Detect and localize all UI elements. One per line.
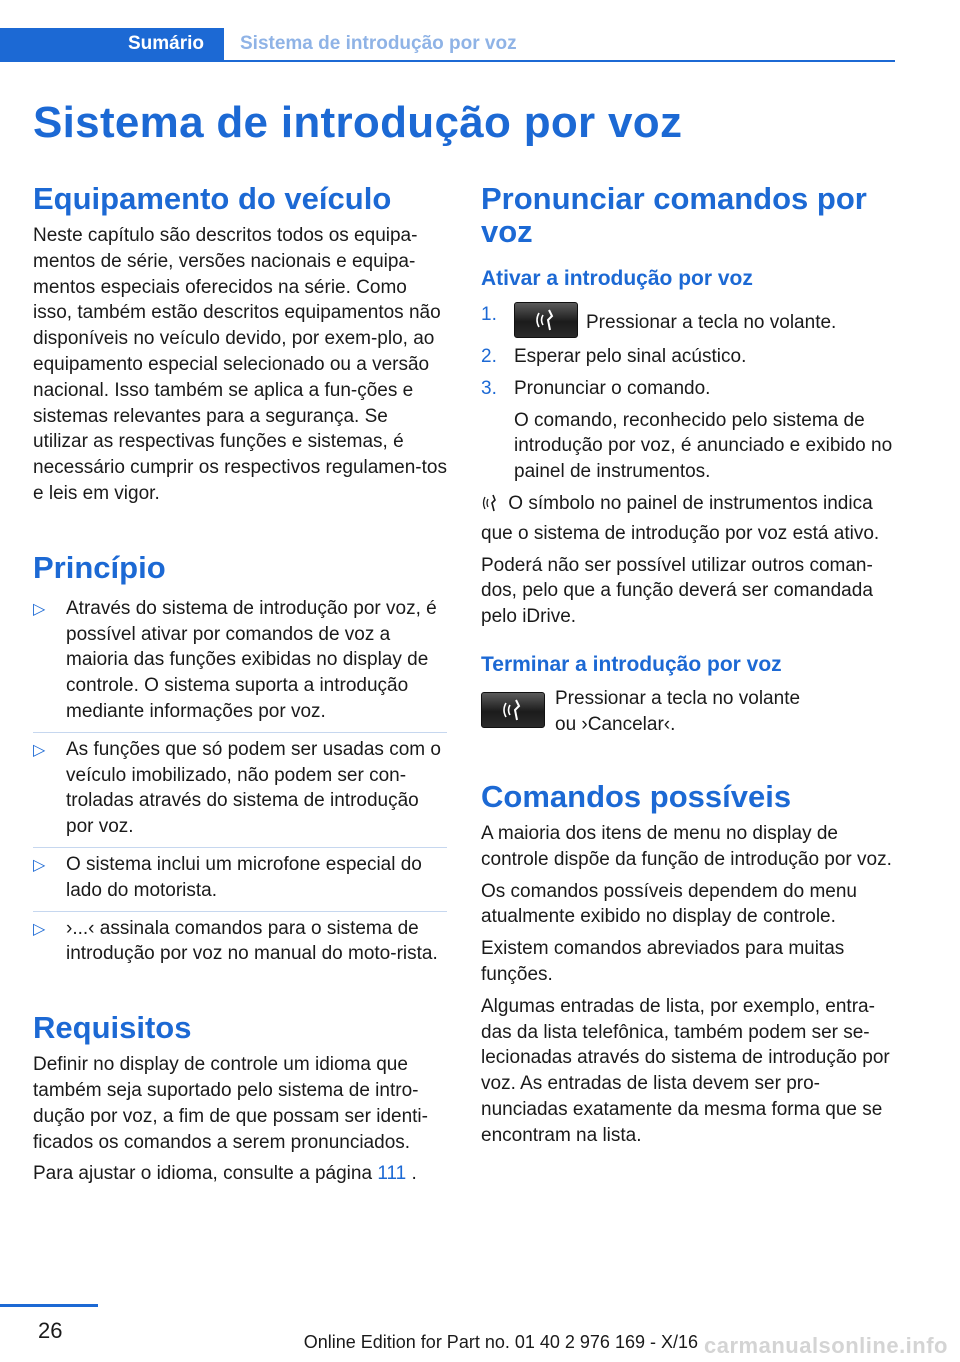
left-column <box>33 182 447 1187</box>
comandos-text-2: Os comandos possíveis dependem do menu atualmente exibido no display de controle. <box>481 880 857 928</box>
terminar-line-1: Pressionar a tecla no volante <box>555 687 801 709</box>
right-column <box>481 182 896 1149</box>
principio-list <box>33 596 447 967</box>
header-rule <box>0 60 895 62</box>
list-item <box>33 916 447 968</box>
page-ref-end: . <box>411 1163 417 1185</box>
step-number: 2. <box>481 346 497 367</box>
list-item-text: As funções que só podem ser usadas com o veículo imobilizado, não podem ser con-troladas através do sistema de introdução por voz. <box>66 738 441 838</box>
comandos-text-4: Algumas entradas de lista, por exemplo, entra-das da lista telefônica, também podem ser se-lecionadas através do sistema de introdução por voz. As entradas de lista devem ser pro-nunciadas exatamente da mesma forma que se encontram na lista. <box>481 995 890 1146</box>
terminar-text <box>555 686 800 738</box>
equip-heading: Equipamento do veículo <box>33 181 392 216</box>
step-number: 3. <box>481 377 497 399</box>
comandos-text-3: Existem comandos abreviados para muitas funções. <box>481 938 845 985</box>
list-item <box>33 737 447 840</box>
item-divider <box>33 847 447 848</box>
requisitos-heading: Requisitos <box>33 1010 192 1046</box>
page-number: 26 <box>38 1318 63 1343</box>
step-detail: O comando, reconhecido pelo sistema de introdução por voz, é anunciado e exibido no painel de instrumentos. <box>514 409 893 483</box>
triangle-bullet-icon: ▷ <box>33 920 46 938</box>
header-bar <box>0 28 895 62</box>
footer-rule <box>0 1304 98 1307</box>
comandos-text-1: A maioria dos itens de menu no display de controle dispõe da função de introdução por voz. <box>481 822 892 870</box>
ativar-heading: Ativar a introdução por voz <box>481 267 753 290</box>
step-number: 1. <box>481 304 497 325</box>
symbol-note <box>481 491 896 547</box>
principio-heading: Princípio <box>33 549 166 585</box>
equip-text: Neste capítulo são descritos todos os equipa-mentos de série, versões nacionais e equipa-mentos especiais oferecidos na série. Como isso, também estão descritos equipamentos não disponíveis no veículo devido, por exem-plo, ao equipamento especial selecionado ou a versão nacional. Isso também se aplica a fun-ções e sistemas relevantes para a segurança. Se utilizar as respectivas funções e sistemas, é necessário cumprir os respectivos regulamen-tos e leis em vigor. <box>33 225 447 504</box>
tab-section-title[interactable]: Sistema de introdução por voz <box>240 33 517 54</box>
item-divider <box>33 911 447 912</box>
page-title: Sistema de introdução por voz <box>33 98 683 147</box>
triangle-bullet-icon: ▷ <box>33 856 46 874</box>
page-ref-text: Para ajustar o idioma, consulte a página <box>33 1163 373 1185</box>
list-item <box>33 596 447 725</box>
page-link[interactable]: 111 <box>377 1163 407 1185</box>
requisitos-page-ref <box>33 1161 447 1187</box>
pronunciar-heading: Pronunciar comandos por voz <box>481 181 867 249</box>
item-divider <box>33 732 447 733</box>
list-item-text: O sistema inclui um microfone especial do lado do motorista. <box>66 853 422 901</box>
step-text: Esperar pelo sinal acústico. <box>514 346 747 367</box>
step-text: Pressionar a tecla no volante. <box>586 312 837 333</box>
steps-list <box>481 302 896 485</box>
step-item <box>481 302 896 338</box>
triangle-bullet-icon: ▷ <box>33 600 46 618</box>
tab-sumario[interactable]: Sumário <box>0 28 224 60</box>
terminar-line-2: ou ›Cancelar‹. <box>555 713 676 735</box>
watermark: carmanualsonline.info <box>704 1333 948 1358</box>
step-item <box>481 344 896 370</box>
comandos-heading: Comandos possíveis <box>481 778 792 814</box>
other-commands-text: Poderá não ser possível utilizar outros coman-dos, pelo que a função deverá ser comandada pelo iDrive. <box>481 554 873 628</box>
voice-symbol-icon <box>481 493 503 521</box>
list-item <box>33 852 447 904</box>
list-item-text: Através do sistema de introdução por voz, é possível ativar por comandos de voz a maioria das funções exibidas no display de controle. O sistema suporta a introdução mediante informações por voz. <box>66 597 437 722</box>
step-item <box>481 376 896 485</box>
triangle-bullet-icon: ▷ <box>33 741 46 759</box>
terminar-heading: Terminar a introdução por voz <box>481 652 782 676</box>
symbol-note-text: O símbolo no painel de instrumentos indica que o sistema de introdução por voz está ativo. <box>481 492 880 544</box>
list-item-text: ›...‹ assinala comandos para o sistema de introdução por voz no manual do moto-rista. <box>66 917 438 965</box>
voice-key-icon <box>514 302 578 338</box>
voice-key-icon <box>481 692 545 728</box>
terminar-row <box>481 686 896 738</box>
edition-text: Online Edition for Part no. 01 40 2 976 169 - X/16 <box>303 1332 698 1352</box>
step-text: Pronunciar o comando. <box>514 377 711 399</box>
requisitos-text: Definir no display de controle um idioma que também seja suportado pelo sistema de intro-dução por voz, a fim de que possam ser identi-ficados os comandos a serem pronunciados. <box>33 1054 428 1153</box>
